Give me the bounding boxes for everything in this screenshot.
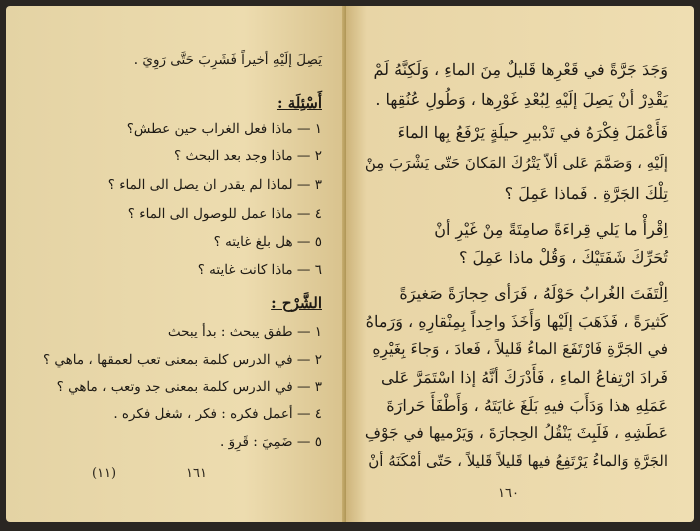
- question-item: ٣ — لماذا لم يقدر ان يصل الى الماء ؟: [107, 177, 322, 193]
- questions-heading: أَسْئِلَة :: [276, 94, 322, 112]
- explanation-item: ٣ — في الدرس كلمة بمعنى جد وتعب ، ماهي ؟: [56, 379, 322, 395]
- page-number: ١٦١: [186, 466, 207, 481]
- body-line: الجَرَّةِ وَالماءُ يَرْتَفِعُ فيها قَليلاً قَليلاً ، حَتّى أمْكَنَهُ أنْ: [368, 452, 668, 470]
- body-line: فَأَعْمَلَ فِكْرَهُ في تَدْبيرِ حيلَةٍ يَرْفَعُ بِها الماءَ: [397, 123, 668, 142]
- lesson-number: (١١): [92, 466, 117, 481]
- body-line: تُحَرِّكَ شَفَتَيْكَ ، وَقُلْ ماذا عَمِلَ ؟: [458, 248, 668, 267]
- body-line: إلَيْهِ ، وَصَمَّمَ عَلى ألاّ يَتْرُكَ المَكانَ حَتّى يَشْرَبَ مِنْ: [364, 154, 668, 172]
- body-line: في الجَرَّةِ فَارْتَفَعَ الماءُ قَليلاً ، فَعادَ ، وَجاءَ بِغَيْرِهِ: [372, 340, 668, 358]
- continuation-line: يَصِلَ إلَيْهِ أخيراً فَشَرِبَ حَتَّى رَوِيَ .: [133, 52, 322, 68]
- body-line: عَمَلِهِ هذا وَدَأَبَ فيهِ بَلَغَ غايَتَهُ ، وَأَطْفَأَ حَرارَةَ: [386, 396, 668, 415]
- explanation-item: ٥ — ضَمِيَ : قَرِوَ .: [219, 434, 322, 450]
- question-item: ٢ — ماذا وجد بعد البحث ؟: [173, 148, 322, 164]
- page-number: ١٦٠: [498, 486, 519, 501]
- question-item: ١ — ماذا فعل الغراب حين عطش؟: [126, 121, 322, 137]
- question-item: ٤ — ماذا عمل للوصول الى الماء ؟: [127, 206, 322, 222]
- body-line: وَجَدَ جَرَّةً في قَعْرِها قَليلٌ مِنَ الماءِ ، وَلَكِنَّهُ لَمْ: [373, 60, 668, 79]
- right-page: [346, 6, 694, 522]
- explanation-heading: الشَّرْح :: [271, 294, 322, 312]
- body-line: تِلْكَ الجَرَّةِ . فَماذا عَمِلَ ؟: [504, 184, 668, 203]
- body-line: اِلْتَفَتَ الغُرابُ حَوْلَهُ ، فَرَأى حِجارَةً صَغيرَةً: [399, 284, 668, 303]
- book-spread: [6, 6, 694, 522]
- body-line: عَطَشِهِ ، فَلَبِثَ يَنْقُلُ الحِجارَةَ ، وَيَرْميها في جَوْفِ: [364, 424, 668, 442]
- explanation-item: ١ — طفق يبحث : بدأ يبحث: [167, 324, 322, 340]
- left-page: [6, 6, 346, 522]
- explanation-item: ٤ — أعمل فكره : فكر ، شغل فكره .: [113, 406, 322, 422]
- question-item: ٥ — هل بلغ غايته ؟: [213, 234, 322, 250]
- body-line: كَثيرَةً ، فَذَهَبَ إلَيْها وَأَخَذَ واحِداً بِمِنْقارِهِ ، وَرَماهُ: [365, 312, 668, 331]
- explanation-item: ٢ — في الدرس كلمة بمعنى تعب لعمقها ، ماهي ؟: [42, 352, 322, 368]
- body-line: فَرادَ ارْتِفاعُ الماءِ ، فَأَدْرَكَ أنَّهُ إذا اسْتَمَرَّ عَلى: [381, 368, 668, 387]
- question-item: ٦ — ماذا كانت غايته ؟: [197, 262, 322, 278]
- body-line: اِقْرأْ ما يَلي قِراءَةً صامِتَةً مِنْ غَيْرِ أنْ: [434, 220, 668, 239]
- body-line: يَقْدِرْ أنْ يَصِلَ إلَيْهِ لِبُعْدِ غَوْرِها ، وَطُولِ عُنُقِها .: [375, 90, 668, 109]
